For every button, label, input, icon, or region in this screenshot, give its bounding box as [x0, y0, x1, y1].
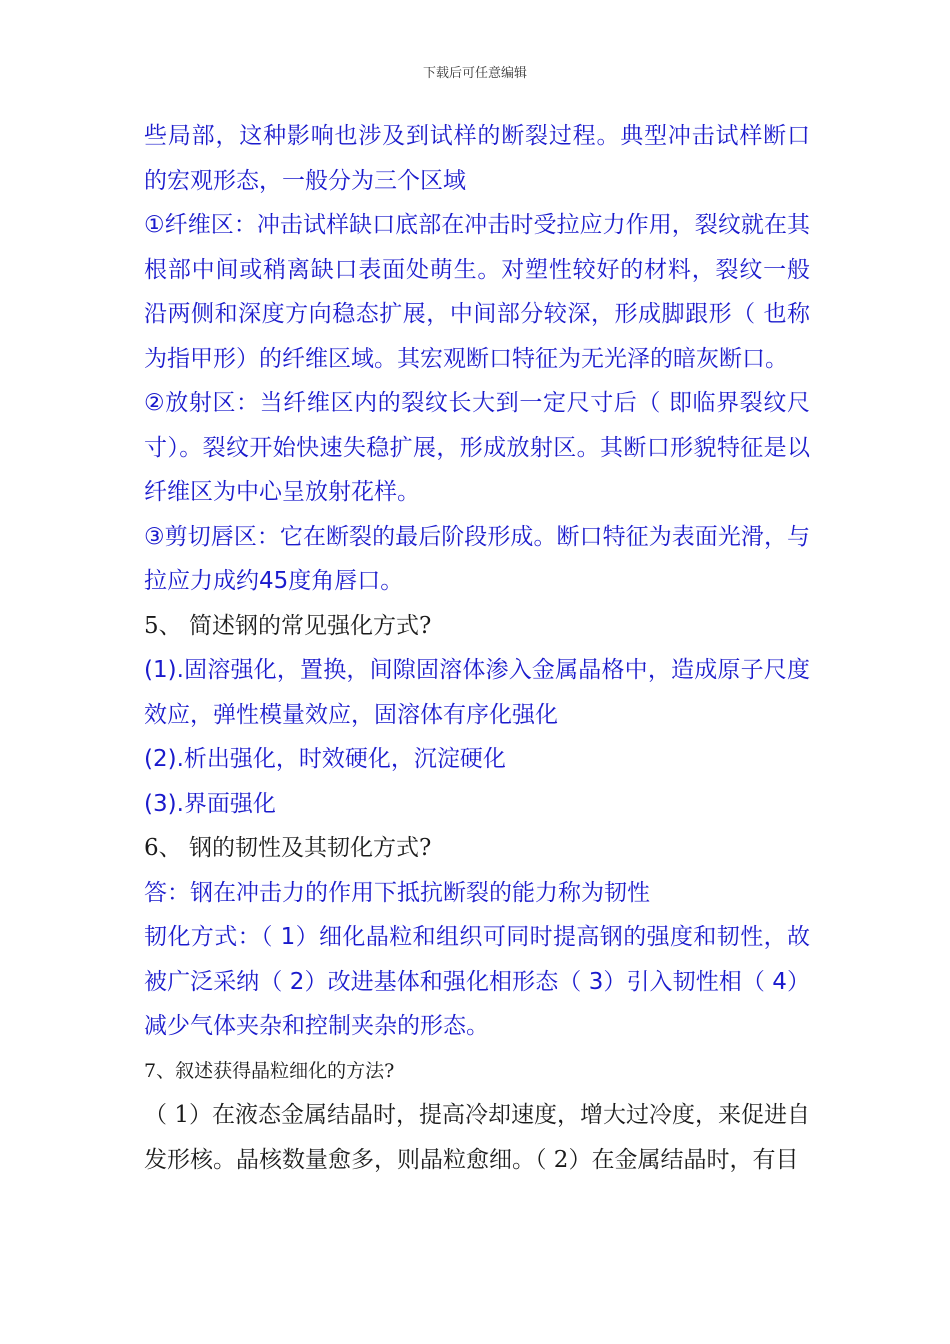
- question-6-heading: 6、 钢的韧性及其韧化方式?: [144, 835, 432, 861]
- question-5-heading: 5、 简述钢的常见强化方式?: [144, 612, 432, 639]
- answer-7-methods: （ 1）在液态金属结晶时，提高冷却速度，增大过冷度，来促进自发形核。晶核数量愈多，则晶粒愈细。（ 2）在金属结晶时，有目: [144, 1102, 810, 1173]
- question-7-heading: 7、叙述获得晶粒细化的方法?: [144, 1059, 395, 1082]
- paragraph-radial-zone: ②放射区：当纤维区内的裂纹长大到一定尺寸后（ 即临界裂纹尺寸）。裂纹开始快速失稳扩展，形成放射区。其断口形貌特征是以纤维区为中心呈放射花样。: [144, 390, 810, 505]
- paragraph-fiber-zone: ①纤维区：冲击试样缺口底部在冲击时受拉应力作用，裂纹就在其根部中间或稍离缺口表面处萌生。对塑性较好的材料，裂纹一般沿两侧和深度方向稳态扩展，中间部分较深，形成脚跟形（ 也称为指甲形）的纤维区域。其宏观断口特征为无光泽的暗灰断口。: [144, 212, 810, 372]
- answer-6-methods: 韧化方式：（ 1）细化晶粒和组织可同时提高钢的强度和韧性，故被广泛采纳（ 2）改进基体和强化相形态（ 3）引入韧性相（ 4）减少气体夹杂和控制夹杂的形态。: [144, 924, 810, 1039]
- document-body: [144, 114, 810, 1182]
- answer-5-solid-solution: (1).固溶强化，置换，间隙固溶体渗入金属晶格中，造成原子尺度效应，弹性模量效应，固溶体有序化强化: [144, 657, 810, 728]
- paragraph-shear-lip-zone: ③剪切唇区：它在断裂的最后阶段形成。断口特征为表面光滑，与拉应力成约45度角唇口。: [144, 523, 810, 594]
- answer-5-interface: (3).界面强化: [144, 790, 276, 817]
- answer-6-definition: 答：钢在冲击力的作用下抵抗断裂的能力称为韧性: [144, 879, 650, 906]
- page-header-note: 下载后可任意编辑: [422, 66, 527, 81]
- answer-5-precipitation: (2).析出强化，时效硬化，沉淀硬化: [144, 746, 506, 772]
- paragraph-fracture-intro: 些局部，这种影响也涉及到试样的断裂过程。典型冲击试样断口的宏观形态，一般分为三个区域: [144, 123, 810, 194]
